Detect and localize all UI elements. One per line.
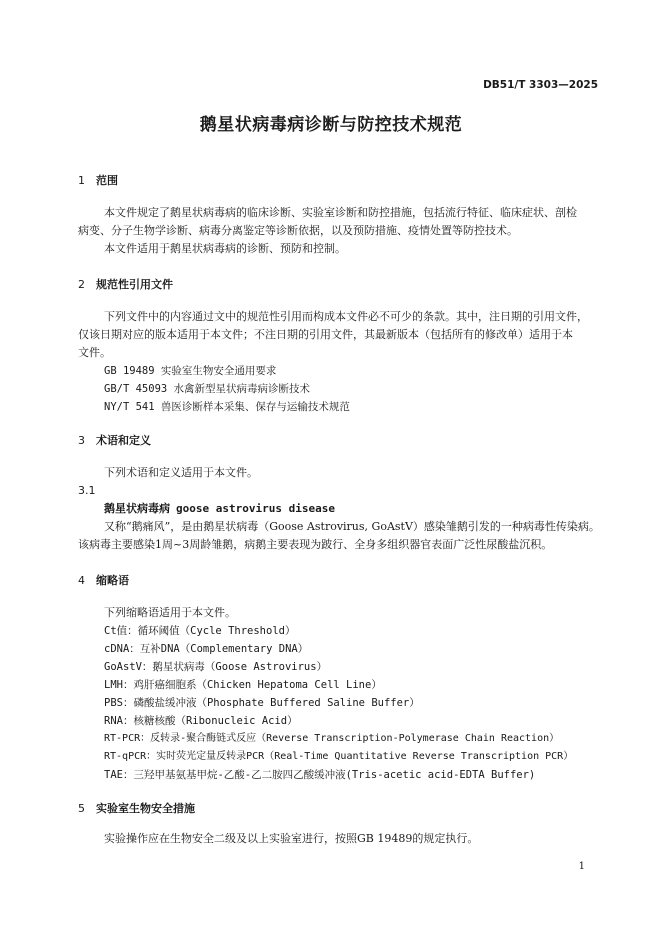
term-chinese: 鹅星状病毒病 (104, 502, 170, 515)
document-code: DB51/T 3303—2025 (483, 79, 598, 91)
page-number: 1 (578, 861, 585, 872)
term-definition-line-2: 该病毒主要感染1周~3周龄雏鹅，病鹅主要表现为跛行、全身多组织器官表面广泛性尿酸盐沉积。 (78, 538, 553, 551)
section-5-title: 实验室生物安全措施 (96, 802, 195, 815)
term-english: goose astrovirus disease (176, 502, 335, 515)
reference-item: NY/T 541 兽医诊断样本采集、保存与运输技术规范 (104, 401, 350, 413)
section-5-number: 5 (78, 802, 85, 815)
abbreviation-item: RNA：核糖核酸（Ribonucleic Acid） (104, 715, 298, 727)
section-4-intro: 下列缩略语适用于本文件。 (104, 606, 236, 619)
document-title: 鹅星状病毒病诊断与防控技术规范 (199, 115, 463, 135)
section-1-title: 范围 (96, 174, 118, 187)
section-4-title: 缩略语 (96, 574, 129, 587)
abbreviation-item: RT-qPCR：实时荧光定量反转录PCR（Real-Time Quantitative Reverse Transcription PCR） (104, 751, 574, 762)
section-2-heading (78, 276, 173, 292)
abbreviation-item: GoAstV：鹅星状病毒（Goose Astrovirus） (104, 661, 328, 673)
section-5-heading (78, 800, 195, 816)
abbreviation-item: PBS：磷酸盐缓冲液（Phosphate Buffered Saline Buffer） (104, 697, 420, 709)
section-1-number: 1 (78, 174, 85, 187)
term-heading (104, 500, 335, 518)
section-3-title: 术语和定义 (96, 434, 151, 447)
abbreviation-item: cDNA：互补DNA（Complementary DNA） (104, 643, 309, 655)
section-1-para-1-line-2: 病变、分子生物学诊断、病毒分离鉴定等诊断依据，以及预防措施、疫情处置等防控技术。 (78, 224, 518, 237)
section-4-heading (78, 572, 129, 588)
reference-item: GB 19489 实验室生物安全通用要求 (104, 365, 277, 377)
section-2-para-line-2: 仅该日期对应的版本适用于本文件；不注日期的引用文件，其最新版本（包括所有的修改单）适用于本 (78, 328, 573, 341)
section-2-title: 规范性引用文件 (96, 278, 173, 291)
abbreviation-item: TAE：三羟甲基氨基甲烷-乙酸-乙二胺四乙酸缓冲液(Tris-acetic acid-EDTA Buffer) (104, 769, 536, 781)
section-2-para-line-1: 下列文件中的内容通过文中的规范性引用而构成本文件必不可少的条款。其中，注日期的引用文件， (104, 310, 588, 323)
abbreviation-item: RT-PCR：反转录-聚合酶链式反应（Reverse Transcription-Polymerase Chain Reaction） (104, 733, 560, 744)
section-2-para-line-3: 文件。 (78, 346, 111, 359)
abbreviation-item: LMH：鸡肝癌细胞系（Chicken Hepatoma Cell Line） (104, 679, 382, 691)
abbreviation-item: Ct值：循环阈值（Cycle Threshold） (104, 625, 296, 637)
section-1-heading (78, 172, 118, 188)
section-2-number: 2 (78, 278, 85, 291)
section-3-heading (78, 432, 151, 448)
term-number: 3.1 (78, 484, 96, 497)
section-3-number: 3 (78, 434, 85, 447)
section-1-para-2: 本文件适用于鹅星状病毒病的诊断、预防和控制。 (104, 242, 346, 255)
term-definition-line-1: 又称“鹅痛风”，是由鹅星状病毒（Goose Astrovirus, GoAstV）感染雏鹅引发的一种病毒性传染病。 (104, 520, 600, 533)
reference-item: GB/T 45093 水禽新型星状病毒病诊断技术 (104, 383, 311, 395)
section-1-para-1-line-1: 本文件规定了鹅星状病毒病的临床诊断、实验室诊断和防控措施，包括流行特征、临床症状、剖检 (104, 206, 577, 219)
section-5-para: 实验操作应在生物安全二级及以上实验室进行，按照GB 19489的规定执行。 (104, 832, 479, 845)
section-3-intro: 下列术语和定义适用于本文件。 (104, 466, 258, 479)
section-4-number: 4 (78, 574, 85, 587)
